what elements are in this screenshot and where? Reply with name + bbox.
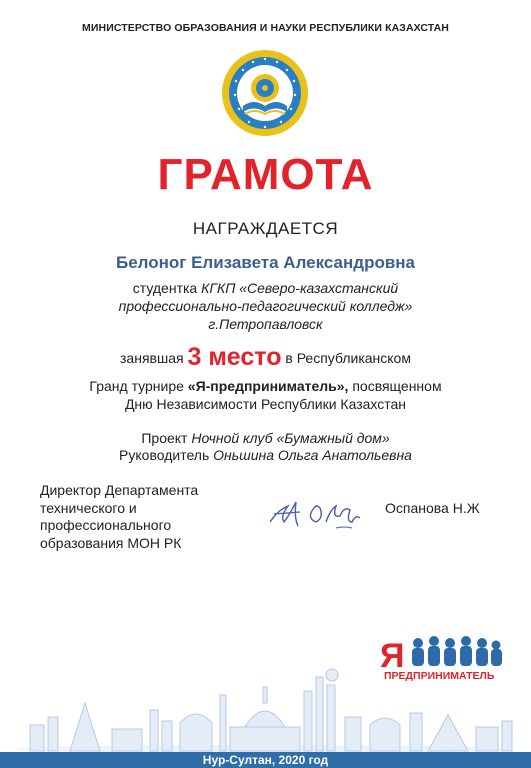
supervisor-name: Оньшина Ольга Анатольевна xyxy=(213,447,412,463)
awarded-label: НАГРАЖДАЕТСЯ xyxy=(192,219,339,238)
college-line-1 xyxy=(0,279,531,297)
logo-text: ПРЕДПРИНИМАТЕЛЬ xyxy=(384,670,495,682)
contest-suffix: посвященном xyxy=(352,378,442,394)
logo-letter: Я xyxy=(380,637,405,675)
ministry-header: МИНИСТЕРСТВО ОБРАЗОВАНИЯ И НАУКИ РЕСПУБЛИКИ КАЗАХСТАН xyxy=(82,22,449,34)
position-line: профессионального xyxy=(40,517,172,533)
certificate-title: ГРАМОТА xyxy=(157,150,374,199)
city-skyline-illustration xyxy=(0,655,531,755)
place-value: 3 место xyxy=(187,343,282,371)
project-label: Проект xyxy=(141,430,188,446)
footer-bar: Нур-Султан, 2020 год xyxy=(0,752,531,768)
place-line xyxy=(0,344,531,371)
supervisor-label: Руководитель xyxy=(119,447,210,463)
project-line xyxy=(0,429,531,447)
recipient-name: Белоног Елизавета Александровна xyxy=(115,253,416,272)
college-city: г.Петропавловск xyxy=(208,316,323,332)
college-name-part1: КГКП «Северо-казахстанский xyxy=(201,280,399,296)
dedication-line: Дню Независимости Республики Казахстан xyxy=(124,396,407,412)
contest-line xyxy=(0,377,531,395)
college-name-part2: профессионально-педагогический колледж» xyxy=(118,298,413,314)
handwritten-signature xyxy=(266,492,366,534)
project-name: Ночной клуб «Бумажный дом» xyxy=(191,430,390,446)
contest-prefix: Гранд турнире xyxy=(89,378,184,394)
position-line: технического и xyxy=(40,499,137,516)
signatory-position xyxy=(40,482,198,552)
place-prefix: занявшая xyxy=(120,350,184,366)
supervisor-line xyxy=(0,446,531,464)
position-line: образования МОН РК xyxy=(40,534,182,551)
position-line: Директор Департамента xyxy=(40,482,199,498)
place-suffix: в Республиканском xyxy=(285,350,411,366)
ministry-emblem-icon xyxy=(209,48,321,138)
status-prefix: студентка xyxy=(132,280,198,296)
signatory-name: Оспанова Н.Ж xyxy=(385,500,480,516)
contest-name: «Я-предприниматель», xyxy=(187,378,349,394)
